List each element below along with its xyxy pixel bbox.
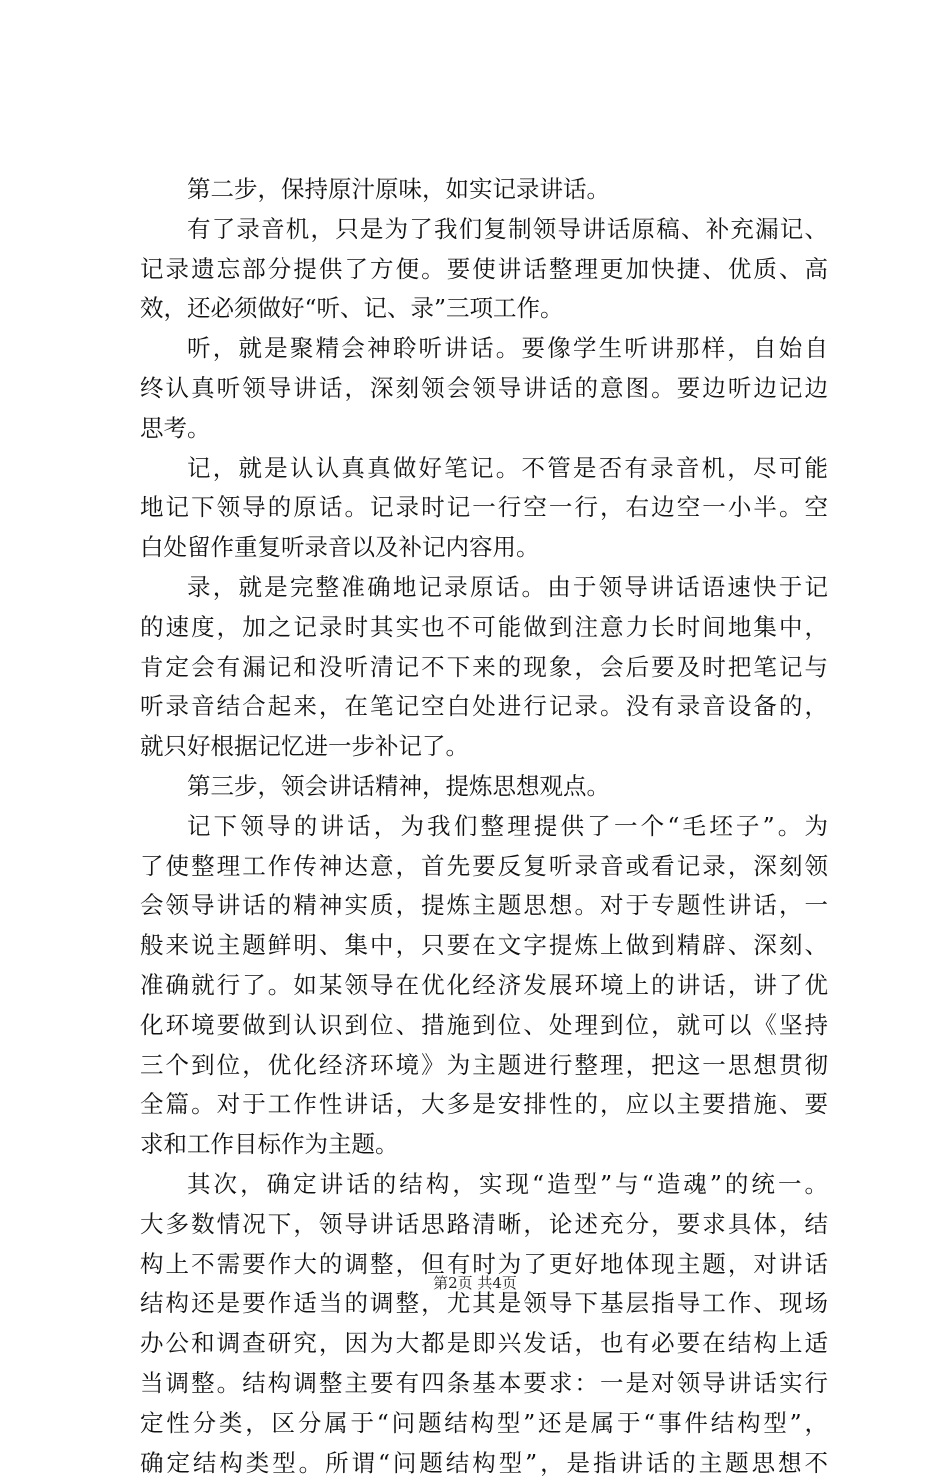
- text-line: 全篇。对于工作性讲话，大多是安排性的，应以主要措施、要: [140, 1085, 828, 1125]
- text-line: 办公和调查研究，因为大都是即兴发话，也有必要在结构上适: [140, 1324, 828, 1364]
- text-line: 终认真听领导讲话，深刻领会领导讲话的意图。要边听边记边: [140, 369, 828, 409]
- text-line: 录，就是完整准确地记录原话。由于领导讲话语速快于记: [140, 568, 828, 608]
- text-line: 效，还必须做好“听、记、录”三项工作。: [140, 289, 828, 329]
- text-line: 的速度，加之记录时其实也不可能做到注意力长时间地集中，: [140, 608, 828, 648]
- text-line: 化环境要做到认识到位、措施到位、处理到位，就可以《坚持: [140, 1006, 828, 1046]
- text-line: 听录音结合起来，在笔记空白处进行记录。没有录音设备的，: [140, 687, 828, 727]
- text-line: 记录遗忘部分提供了方便。要使讲话整理更加快捷、优质、高: [140, 250, 828, 290]
- text-line: 确定结构类型。所谓“问题结构型”，是指讲话的主题思想不: [140, 1444, 828, 1483]
- text-line: 第三步，领会讲话精神，提炼思想观点。: [140, 767, 828, 807]
- text-line: 记下领导的讲话，为我们整理提供了一个“毛坯子”。为: [140, 807, 828, 847]
- text-line: 会领导讲话的精神实质，提炼主题思想。对于专题性讲话，一: [140, 886, 828, 926]
- page-footer: 第2页 共4页: [0, 1272, 950, 1293]
- text-line: 大多数情况下，领导讲话思路清晰，论述充分，要求具体，结: [140, 1205, 828, 1245]
- text-line: 其次，确定讲话的结构，实现“造型”与“造魂”的统一。: [140, 1165, 828, 1205]
- text-line: 结构还是要作适当的调整，尤其是领导下基层指导工作、现场: [140, 1284, 828, 1324]
- text-line: 肯定会有漏记和没听清记不下来的现象，会后要及时把笔记与: [140, 648, 828, 688]
- text-line: 般来说主题鲜明、集中，只要在文字提炼上做到精辟、深刻、: [140, 926, 828, 966]
- text-line: 第二步，保持原汁原味，如实记录讲话。: [140, 170, 828, 210]
- text-line: 三个到位，优化经济环境》为主题进行整理，把这一思想贯彻: [140, 1046, 828, 1086]
- text-line: 白处留作重复听录音以及补记内容用。: [140, 528, 828, 568]
- text-line: 有了录音机，只是为了我们复制领导讲话原稿、补充漏记、: [140, 210, 828, 250]
- text-line: 当调整。结构调整主要有四条基本要求：一是对领导讲话实行: [140, 1364, 828, 1404]
- text-line: 求和工作目标作为主题。: [140, 1125, 828, 1165]
- text-line: 了使整理工作传神达意，首先要反复听录音或看记录，深刻领: [140, 847, 828, 887]
- text-line: 构上不需要作大的调整，但有时为了更好地体现主题，对讲话: [140, 1245, 828, 1285]
- text-line: 记，就是认认真真做好笔记。不管是否有录音机，尽可能: [140, 449, 828, 489]
- text-line: 定性分类，区分属于“问题结构型”还是属于“事件结构型”，: [140, 1404, 828, 1444]
- text-line: 地记下领导的原话。记录时记一行空一行，右边空一小半。空: [140, 488, 828, 528]
- text-line: 就只好根据记忆进一步补记了。: [140, 727, 828, 767]
- text-line: 思考。: [140, 409, 828, 449]
- text-line: 听，就是聚精会神聆听讲话。要像学生听讲那样，自始自: [140, 329, 828, 369]
- text-line: 准确就行了。如某领导在优化经济发展环境上的讲话，讲了优: [140, 966, 828, 1006]
